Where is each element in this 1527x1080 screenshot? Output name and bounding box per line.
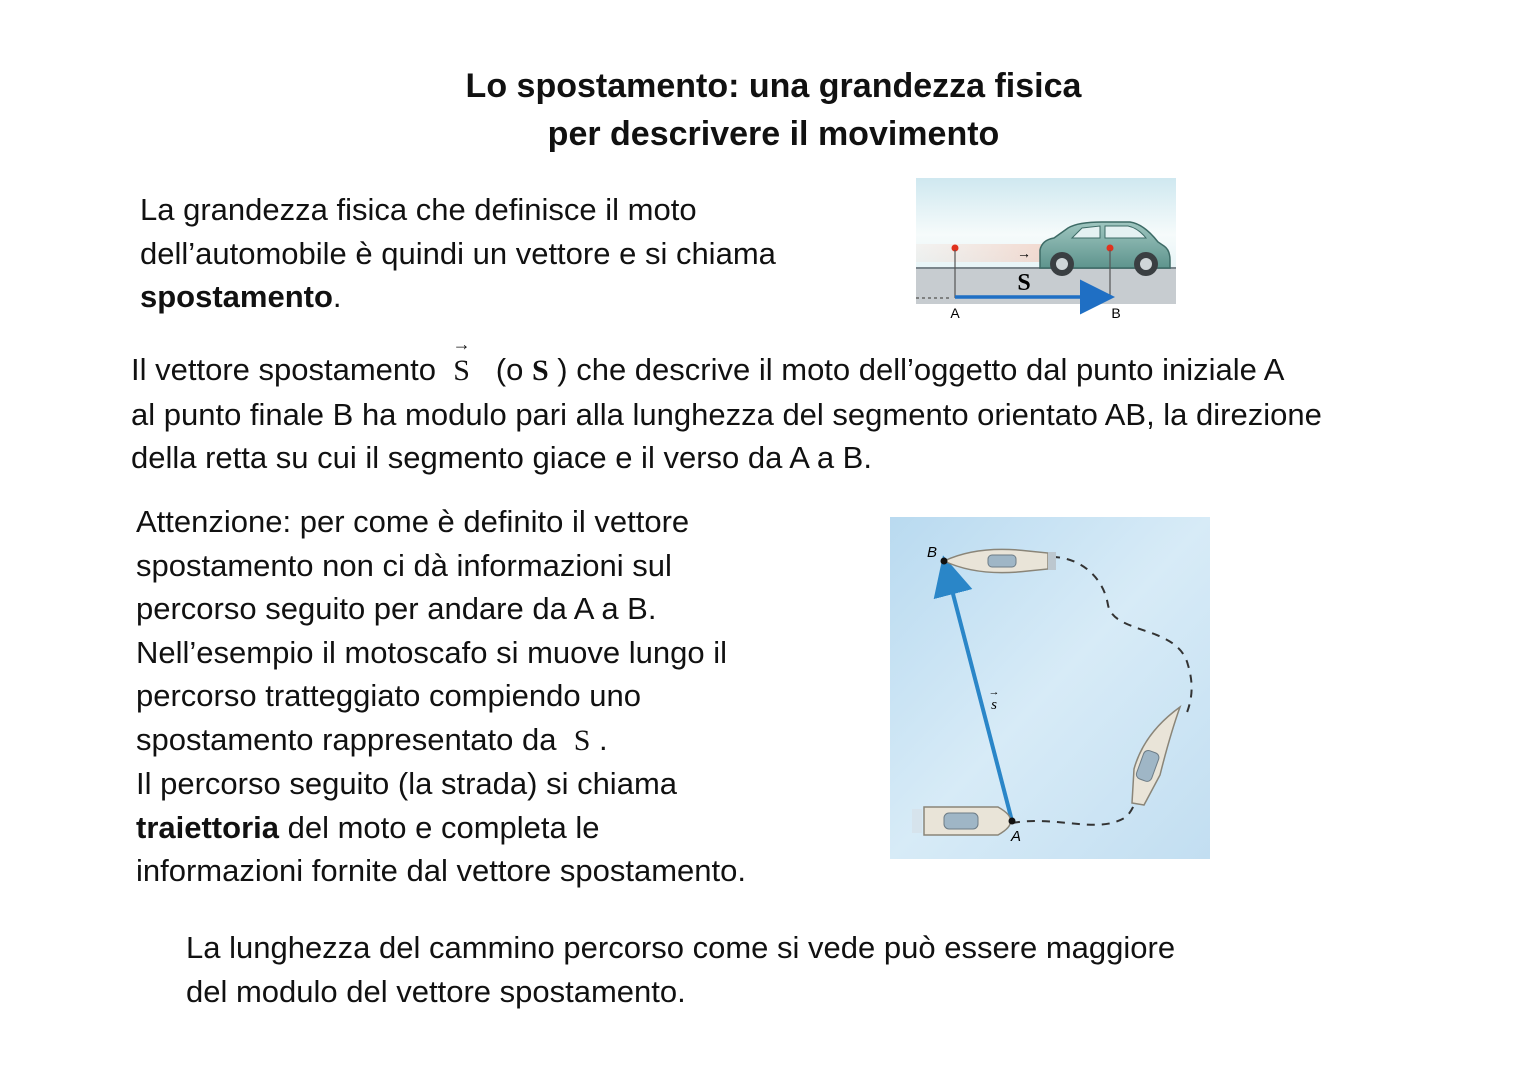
title-line-2: per descrivere il movimento [547,115,1000,153]
paragraph-line: percorso seguito per andare da A a B. [136,591,657,626]
vector-arrow-glyph: → [1017,247,1031,262]
paragraph-line: della retta su cui il segmento giace e il verso da A a B. [131,440,872,475]
point-b-label: B [926,544,938,561]
slide-title [0,62,1527,158]
paragraph-line: Attenzione: per come è definito il vettore [136,504,690,539]
text-run: spostamento rappresentato da [136,721,557,757]
paragraph-line: La grandezza fisica che definisce il moto [140,192,697,227]
punctuation: . [332,279,342,314]
vector-s-symbol [452,334,471,393]
keyword-traiettoria: traiettoria [136,809,279,845]
paragraph-line [131,334,1322,393]
paragraph-line: spostamento non ci dà informazioni sul [136,547,672,583]
paragraph-line: dell’automobile è quindi un vettore e si chiama [140,235,776,271]
symbol-letter: S [453,354,470,387]
paragraph-line [140,275,776,319]
paragraph-line [136,806,746,850]
paragraph-line: del modulo del vettore spostamento. [186,973,686,1009]
paragraph-line [136,718,746,763]
paragraph-line: Il percorso seguito (la strada) si chiama [136,766,678,801]
keyword-spostamento: spostamento [140,279,333,314]
boat-trajectory-figure [888,515,1212,861]
point-a-dot [1009,818,1016,825]
vector-arrow-glyph: → [452,334,471,354]
paragraph-line: percorso tratteggiato compiendo uno [136,678,641,713]
point-a-label: A [1010,828,1022,845]
paragraph-trajectory [136,500,746,893]
text-run: Il vettore spostamento [131,352,436,387]
boat-icon [912,807,1010,835]
text-run: (o [495,352,524,387]
paragraph-line: La lunghezza del cammino percorso come si vede può essere maggiore [186,930,1176,965]
point-b-label: B [1111,305,1121,321]
point-b-dot [941,558,948,565]
paragraph-definition [140,188,776,319]
paragraph-line: Nell’esempio il motoscafo si muove lungo il [136,634,727,670]
vector-label-s: S [1017,270,1031,296]
bold-s-symbol: S [531,354,549,387]
vector-label-s: s [991,697,997,713]
paragraph-vector-description [131,334,1322,480]
paragraph-line: informazioni fornite dal vettore spostamento. [136,853,746,888]
text-run: del moto e completa le [278,809,600,845]
punctuation: . [599,721,608,757]
car-displacement-figure [912,176,1178,326]
vector-arrow-glyph: → [988,686,1000,698]
text-run: ) che descrive il moto dell’oggetto dal punto iniziale A [557,352,1285,387]
title-line-1: Lo spostamento: una grandezza fisica [465,67,1082,105]
paragraph-conclusion [186,926,1175,1013]
vector-s-symbol: S [573,723,591,757]
paragraph-line: al punto finale B ha modulo pari alla lunghezza del segmento orientato AB, la direzione [131,396,1322,432]
point-a-label: A [950,305,960,321]
